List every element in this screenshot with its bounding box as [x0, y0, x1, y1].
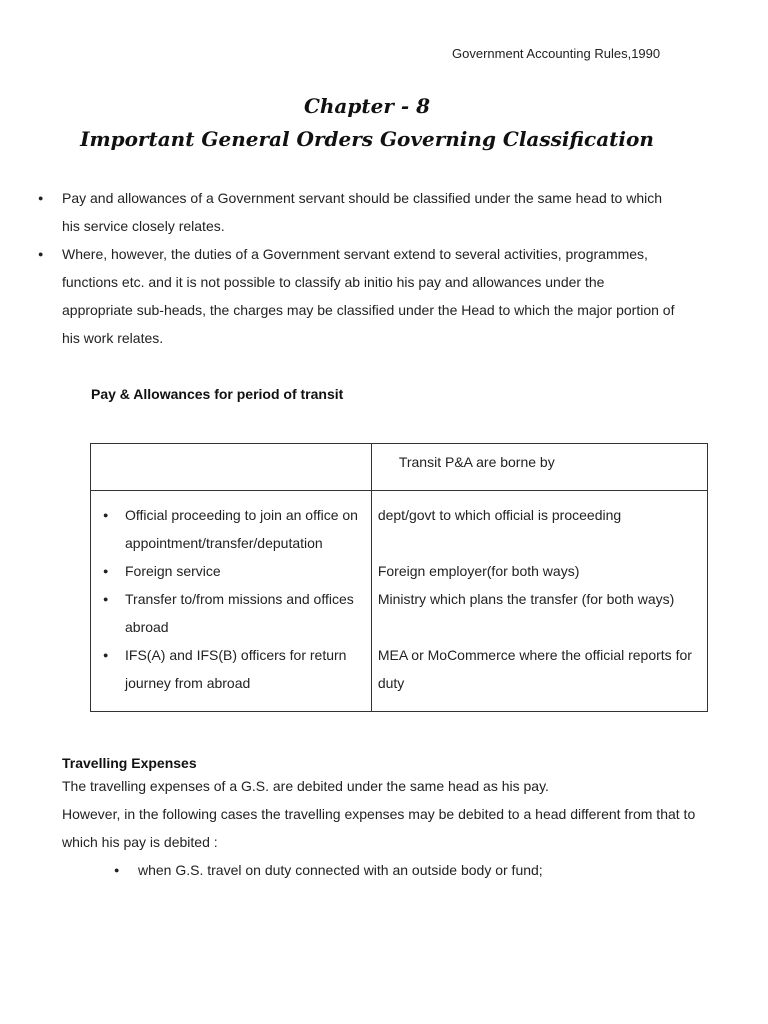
borne-by-2: Foreign employer(for both ways) — [377, 563, 580, 579]
travel-section-heading: Travelling Expenses — [62, 755, 197, 771]
intro-bullet-list — [36, 184, 676, 352]
travel-paragraph-1: The travelling expenses of a G.S. are debited under the same head as his pay. — [62, 778, 549, 794]
transit-cases-cell — [91, 491, 372, 712]
transit-table-header-right-cell — [371, 444, 707, 491]
travel-cases-list — [62, 856, 702, 884]
intro-bullet-1: ● Pay and allowances of a Government servant should be classified under the same head to which his service closely relates. — [36, 184, 676, 240]
transit-section-heading: Pay & Allowances for period of transit — [91, 386, 344, 402]
transit-table-header-right: Transit P&A are borne by — [398, 454, 555, 470]
running-header: Government Accounting Rules,1990 — [452, 46, 661, 61]
transit-case-1: ● Official proceeding to join an office on appointment/transfer/deputation — [91, 501, 371, 557]
transit-borne-by-cell — [371, 491, 707, 712]
intro-bullet-2: ● Where, however, the duties of a Government servant extend to several activities, programmes, functions etc. and it is not possible to classify ab initio his pay and allowances under the appropriate sub-heads, the charges may be classified under the Head to which the major portion of his work relates. — [36, 240, 676, 352]
borne-by-1: dept/govt to which official is proceeding — [377, 507, 622, 523]
transit-table-header-left — [91, 444, 372, 491]
borne-by-4: MEA or MoCommerce where the official reports for duty — [377, 647, 692, 691]
transit-case-2: ● Foreign service — [91, 557, 371, 585]
chapter-title: Important General Orders Governing Classification — [80, 127, 654, 151]
travel-section-body — [62, 772, 702, 884]
chapter-heading — [0, 90, 734, 156]
transit-cases-list — [91, 501, 371, 709]
travel-case-1: ● when G.S. travel on duty connected with an outside body or fund; — [138, 856, 702, 884]
borne-by-3: Ministry which plans the transfer (for both ways) — [377, 591, 675, 607]
transit-case-3: ● Transfer to/from missions and offices abroad — [91, 585, 371, 641]
travel-paragraph-2: However, in the following cases the travelling expenses may be debited to a head different from that to which his pay is debited : — [62, 806, 696, 850]
transit-table-header-row — [91, 444, 708, 491]
transit-case-4: ● IFS(A) and IFS(B) officers for return journey from abroad — [91, 641, 371, 709]
chapter-number: Chapter - 8 — [303, 94, 431, 118]
transit-table — [90, 443, 708, 712]
transit-table-body-row — [91, 491, 708, 712]
